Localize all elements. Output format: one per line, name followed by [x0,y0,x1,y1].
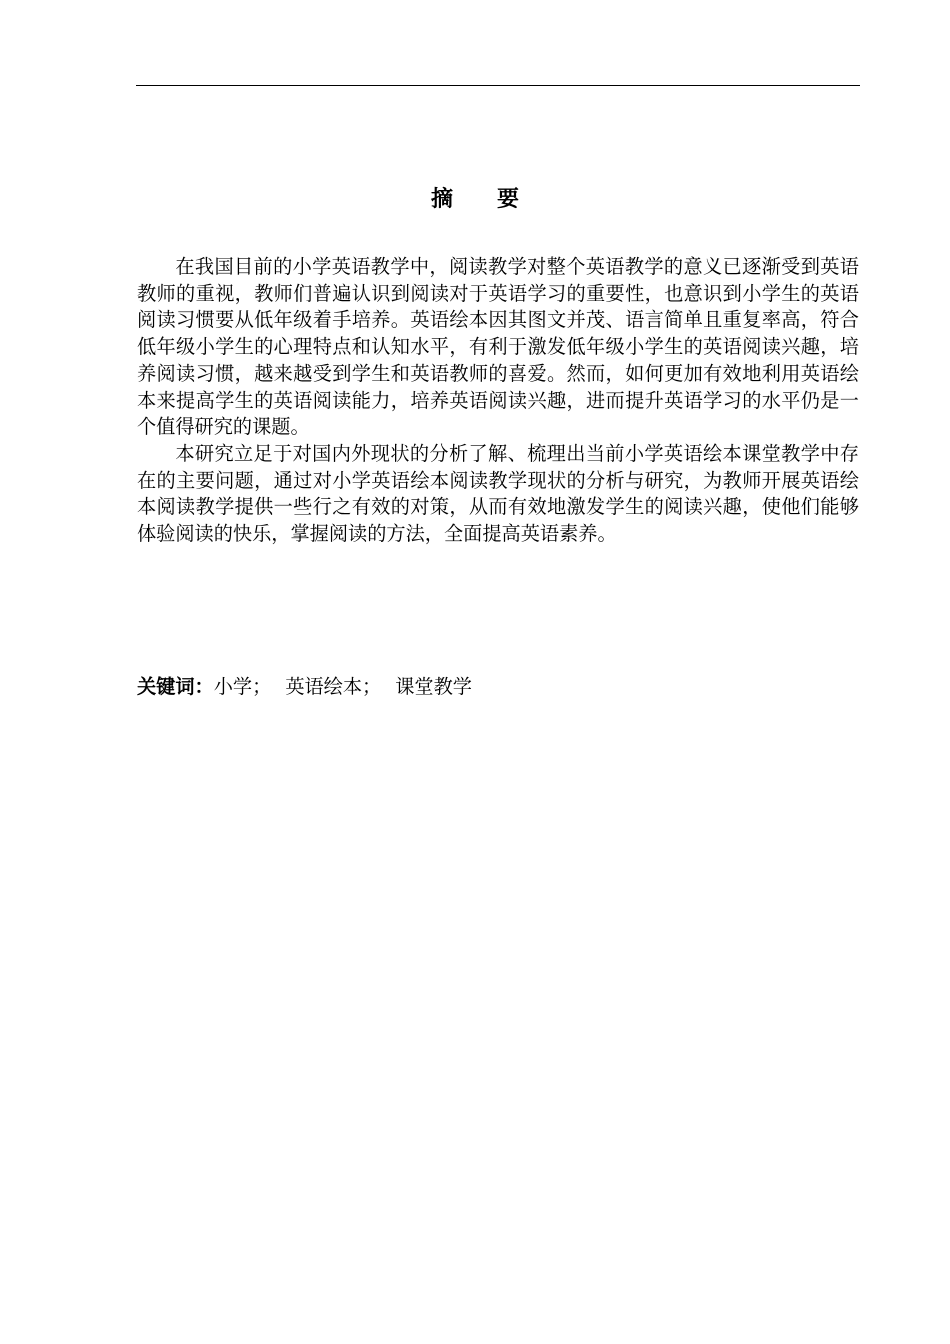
abstract-paragraph-1: 在我国目前的小学英语教学中，阅读教学对整个英语教学的意义已逐渐受到英语教师的重视，教师们普遍认识到阅读对于英语学习的重要性，也意识到小学生的英语阅读习惯要从低年级着手培养。英语绘本因其图文并茂、语言简单且重复率高，符合低年级小学生的心理特点和认知水平，有利于激发低年级小学生的英语阅读兴趣，培养阅读习惯，越来越受到学生和英语教师的喜爱。然而，如何更加有效地利用英语绘本来提高学生的英语阅读能力，培养英语阅读兴趣，进而提升英语学习的水平仍是一个值得研究的课题。 [137,255,859,439]
keyword-2: 英语绘本； [285,675,382,698]
abstract-paragraph-2: 本研究立足于对国内外现状的分析了解、梳理出当前小学英语绘本课堂教学中存在的主要问题，通过对小学英语绘本阅读教学现状的分析与研究，为教师开展英语绘本阅读教学提供一些行之有效的对策，从而有效地激发学生的阅读兴趣，使他们能够体验阅读的快乐，掌握阅读的方法，全面提高英语素养。 [137,441,859,546]
header-rule [136,85,860,86]
keywords-line [137,673,859,701]
abstract-title [0,183,950,217]
abstract-body [137,254,859,548]
title-char-1: 摘 [430,187,453,212]
keywords-label: 关键词： [137,675,214,698]
title-char-2: 要 [497,187,520,212]
keyword-1: 小学； [213,675,272,698]
keyword-3: 课堂教学 [395,675,472,698]
